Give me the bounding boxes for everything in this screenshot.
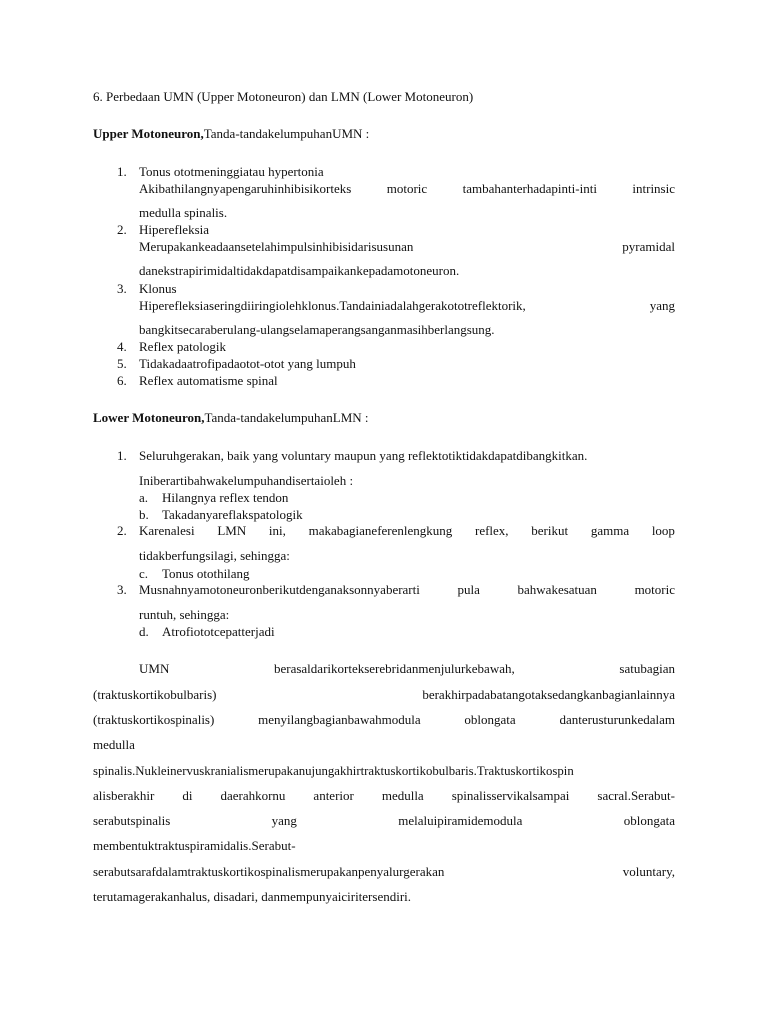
paragraph-line	[139, 661, 675, 677]
word: ini,	[268, 523, 286, 538]
word: serabutspinalis	[93, 813, 171, 828]
word: sacral.Serabut-	[597, 788, 675, 803]
word: menyilangbagianbawahmodula	[258, 712, 421, 727]
word: pula	[457, 582, 480, 597]
paragraph-line	[93, 813, 675, 829]
umn-heading-text: Tanda-tandakelumpuhanUMN :	[203, 126, 370, 141]
list-number: 5.	[117, 356, 127, 371]
word: spinalisservikalsampai	[451, 788, 570, 803]
word: satubagian	[619, 661, 675, 676]
word: serabutsarafdalamtraktuskortikospinalismerupakanpenyalurgerakan	[93, 864, 445, 879]
word: Musnahnyamotoneuronberikutdenganaksonnyaberarti	[139, 582, 420, 597]
lmn-heading	[93, 410, 369, 426]
word: Karenalesi	[139, 523, 195, 538]
word: Hiperefleksiaseringdiiringiolehklonus.Tandainiadalahgerakototreflektorik,	[139, 298, 526, 313]
paragraph-line	[93, 788, 675, 804]
list-item-description	[139, 298, 675, 314]
list-item-sub: Iniberartibahwakelumpuhandisertaioleh :	[139, 473, 354, 488]
list-item-title: Tidakadaatrofipadaotot-otot yang lumpuh	[139, 356, 356, 371]
word: anterior	[313, 788, 354, 803]
paragraph-line: terutamagerakanhalus, disadari, danmempunyaiciritersendiri.	[93, 889, 412, 904]
word: daerahkornu	[220, 788, 286, 803]
word: yang	[649, 298, 675, 313]
list-number: 2.	[117, 222, 127, 237]
list-item-description-cont: bangkitsecaraberulang-ulangselamaperangsanganmasihberlangsung.	[139, 322, 495, 337]
word: berakhirpadabatangotaksedangkanbagianlainnya	[422, 687, 675, 702]
word: pyramidal	[622, 239, 675, 254]
list-number: 1.	[117, 164, 127, 179]
word: oblongata	[464, 712, 516, 727]
word: berasaldarikortekserebridanmenjulurkebawah,	[273, 661, 515, 676]
list-item-cont: tidakberfungsilagi, sehingga:	[139, 548, 290, 563]
word: bahwakesatuan	[517, 582, 597, 597]
list-item-text	[139, 582, 675, 598]
word: berikut	[531, 523, 569, 538]
list-number: 2.	[117, 523, 127, 538]
list-number: 6.	[117, 373, 127, 388]
list-item-title: Reflex patologik	[139, 339, 227, 354]
sublist-letter: a.	[139, 490, 149, 505]
word: (traktuskortikobulbaris)	[93, 687, 217, 702]
word: gamma	[590, 523, 630, 538]
word: intrinsic	[632, 181, 675, 196]
list-item-title: Tonus ototmeninggiatau hypertonia	[139, 164, 324, 179]
sublist-letter: c.	[139, 566, 149, 581]
word: Akibathilangnyapengaruhinhibisikorteks	[139, 181, 352, 196]
list-item-description	[139, 181, 675, 197]
paragraph-line	[93, 864, 675, 880]
list-item-description-cont: medulla spinalis.	[139, 205, 228, 220]
word: melaluipiramidemodula	[398, 813, 523, 828]
word: motoric	[386, 181, 428, 196]
paragraph-line: spinalis.Nukleinervuskranialismerupakanujungakhirtraktuskortikobulbaris.Traktuskortikospin	[93, 764, 574, 778]
paragraph-line	[93, 712, 675, 728]
list-item-description	[139, 239, 675, 255]
paragraph-line: membentuktraktuspiramidalis.Serabut-	[93, 838, 296, 853]
word: alisberakhir	[93, 788, 155, 803]
sublist-item: Hilangnya reflex tendon	[162, 490, 289, 505]
list-number: 3.	[117, 582, 127, 597]
list-item-title: Hiperefleksia	[139, 222, 210, 237]
list-item-text	[139, 523, 675, 539]
sublist-item: Tonus otothilang	[162, 566, 250, 581]
umn-heading-bold: Upper Motoneuron,	[93, 126, 204, 141]
list-item-text: Seluruhgerakan, baik yang voluntary maupun yang reflektotiktidakdapatdibangkitkan.	[139, 448, 588, 463]
word: medulla	[381, 788, 424, 803]
word: loop	[651, 523, 675, 538]
word: oblongata	[623, 813, 675, 828]
word: Merupakankeadaansetelahimpulsinhibisidarisusunan	[139, 239, 414, 254]
word: di	[182, 788, 193, 803]
paragraph-line: medulla	[93, 737, 135, 752]
word: tambahanterhadapinti-inti	[462, 181, 597, 196]
word: yang	[271, 813, 297, 828]
sublist-item: Takadanyareflakspatologik	[162, 507, 303, 522]
lmn-heading-bold: Lower Motoneuron,	[93, 410, 205, 425]
word: UMN	[139, 661, 170, 676]
umn-heading	[93, 126, 369, 142]
list-item-cont: runtuh, sehingga:	[139, 607, 230, 622]
lmn-heading-text: Tanda-tandakelumpuhanLMN :	[204, 410, 369, 425]
sublist-letter: d.	[139, 624, 149, 639]
sublist-letter: b.	[139, 507, 149, 522]
list-item-title: Reflex automatisme spinal	[139, 373, 278, 388]
list-number: 1.	[117, 448, 127, 463]
word: danterusturunkedalam	[559, 712, 675, 727]
word: (traktuskortikospinalis)	[93, 712, 215, 727]
section-title: 6. Perbedaan UMN (Upper Motoneuron) dan LMN (Lower Motoneuron)	[93, 89, 474, 104]
list-item-description-cont: danekstrapirimidaltidakdapatdisampaikankepadamotoneuron.	[139, 263, 460, 278]
word: voluntary,	[622, 864, 675, 879]
list-item-title: Klonus	[139, 281, 177, 296]
word: motoric	[634, 582, 675, 597]
word: reflex,	[475, 523, 509, 538]
paragraph-line	[93, 687, 675, 703]
word: makabagianeferenlengkung	[308, 523, 453, 538]
word: LMN	[217, 523, 247, 538]
list-number: 3.	[117, 281, 127, 296]
sublist-item: Atrofiototcepatterjadi	[162, 624, 275, 639]
list-number: 4.	[117, 339, 127, 354]
